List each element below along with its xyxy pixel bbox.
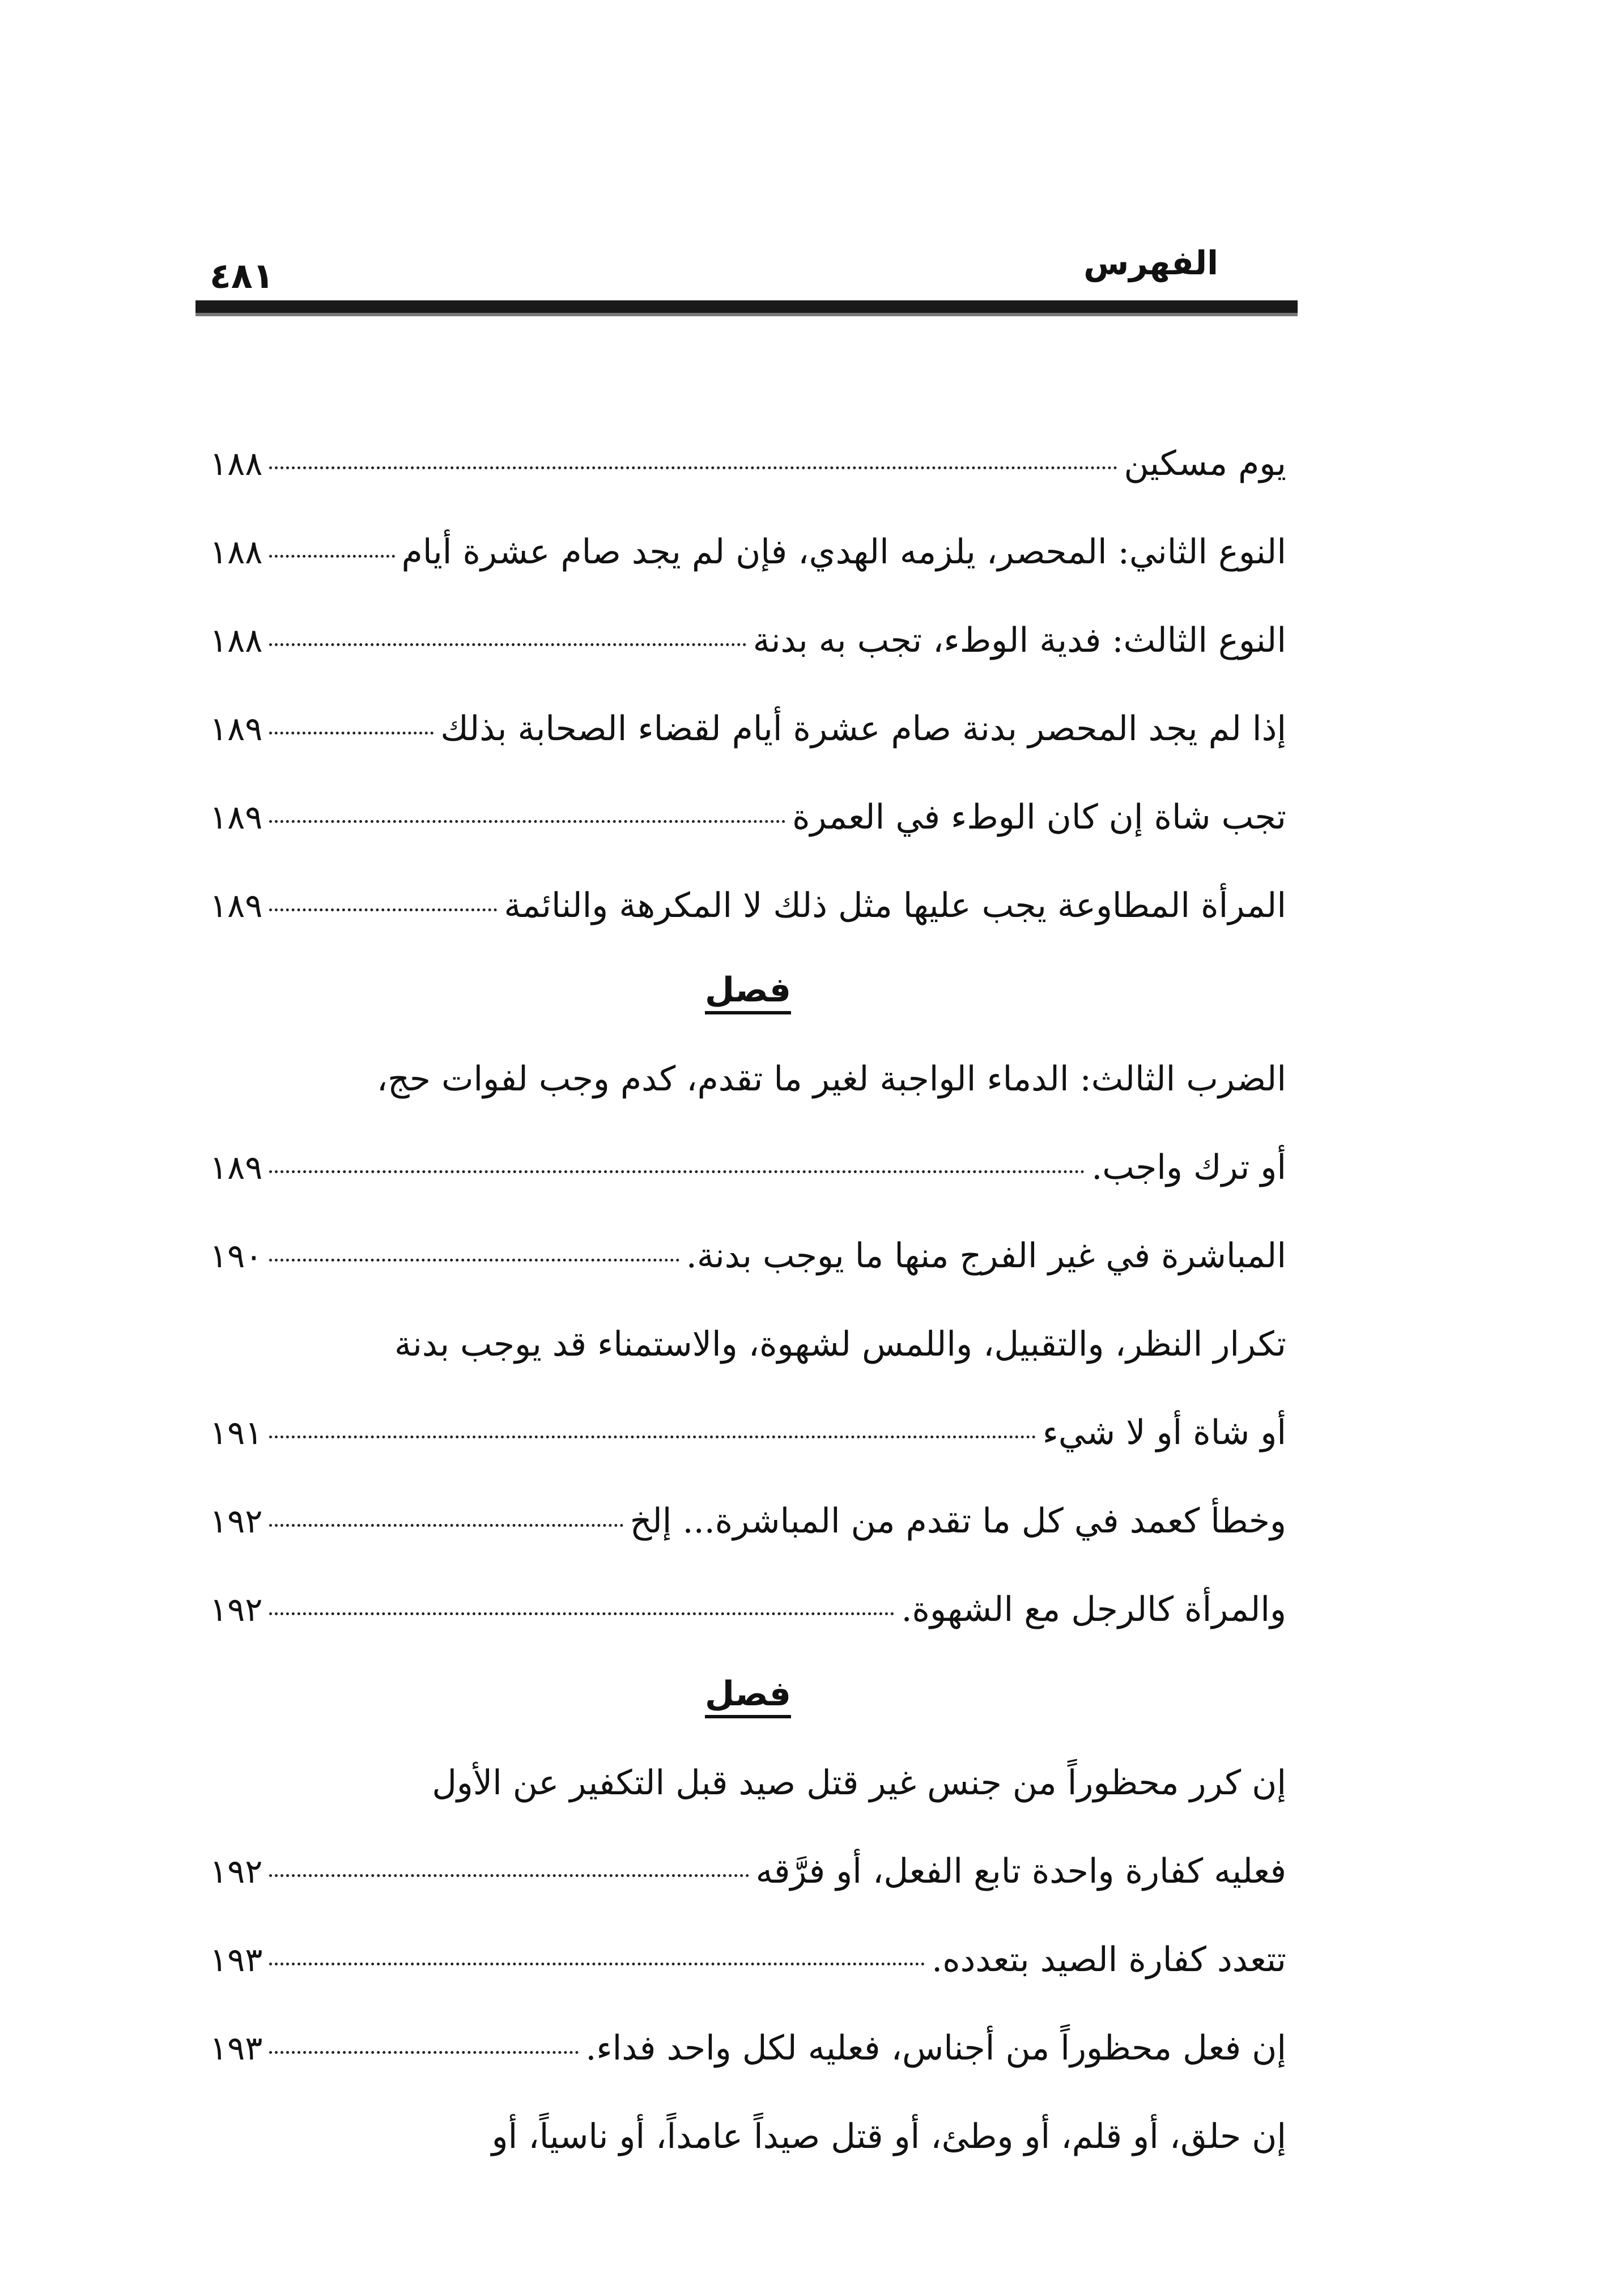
section-title: فصل xyxy=(705,970,791,1014)
index-entry xyxy=(210,773,1286,861)
index-entry xyxy=(210,2004,1286,2092)
leader-dots xyxy=(269,1170,1085,1173)
entry-page-number: ١٨٨ xyxy=(210,444,263,483)
index-entry xyxy=(210,861,1286,950)
entry-page-number: ١٩٢ xyxy=(210,1852,263,1891)
leader-dots xyxy=(269,1436,1035,1438)
entry-text: تجب شاة إن كان الوطء في العمرة xyxy=(792,797,1286,837)
index-entry xyxy=(210,1827,1286,1916)
leader-dots xyxy=(269,466,1117,469)
index-entry-continued xyxy=(210,1035,1286,1123)
index-entry xyxy=(210,596,1286,685)
entry-text: إن كرر محظوراً من جنس غير قتل صيد قبل التكفير عن الأول xyxy=(432,1763,1286,1803)
index-entry-continued xyxy=(210,2092,1286,2181)
section-heading xyxy=(210,950,1286,1035)
index-content xyxy=(210,419,1286,2181)
index-entry xyxy=(210,1123,1286,1212)
entry-text: النوع الثاني: المحصر، يلزمه الهدي، فإن لم يجد صام عشرة أيام xyxy=(401,532,1286,572)
entry-text: إذا لم يجد المحصر بدنة صام عشرة أيام لقضاء الصحابة بذلك xyxy=(440,709,1286,749)
entry-page-number: ١٩٢ xyxy=(210,1590,263,1629)
header-title: الفهرس xyxy=(1083,244,1218,282)
entry-page-number: ١٨٩ xyxy=(210,710,263,748)
leader-dots xyxy=(269,2051,579,2054)
section-heading xyxy=(210,1654,1286,1739)
entry-text: وخطأ كعمد في كل ما تقدم من المباشرة... إلخ xyxy=(630,1501,1286,1541)
index-entry xyxy=(210,1212,1286,1300)
entry-text: أو ترك واجب. xyxy=(1091,1148,1286,1187)
index-entry xyxy=(210,508,1286,596)
index-entry xyxy=(210,1477,1286,1565)
entry-page-number: ١٩٣ xyxy=(210,2029,263,2067)
entry-text: إن فعل محظوراً من أجناس، فعليه لكل واحد فداء. xyxy=(585,2028,1286,2068)
entry-page-number: ١٩١ xyxy=(210,1413,263,1452)
header-rule xyxy=(195,300,1298,316)
entry-text: المرأة المطاوعة يجب عليها مثل ذلك لا المكرهة والنائمة xyxy=(504,886,1286,925)
entry-page-number: ١٨٨ xyxy=(210,621,263,660)
entry-text: أو شاة أو لا شيء xyxy=(1042,1413,1286,1453)
entry-text: المباشرة في غير الفرج منها ما يوجب بدنة. xyxy=(686,1236,1286,1276)
index-entry xyxy=(210,419,1286,508)
running-header xyxy=(198,238,1298,300)
entry-page-number: ١٩٢ xyxy=(210,1502,263,1540)
entry-page-number: ١٨٨ xyxy=(210,533,263,571)
index-entry xyxy=(210,1388,1286,1477)
leader-dots xyxy=(269,1524,623,1527)
index-entry-continued xyxy=(210,1300,1286,1388)
entry-text: الضرب الثالث: الدماء الواجبة لغير ما تقدم، كدم وجب لفوات حج، xyxy=(376,1059,1286,1099)
entry-text: النوع الثالث: فدية الوطء، تجب به بدنة xyxy=(753,621,1286,660)
index-entry-continued xyxy=(210,1739,1286,1827)
entry-text: يوم مسكين xyxy=(1124,444,1286,483)
entry-text: تتعدد كفارة الصيد بتعدده. xyxy=(932,1940,1286,1980)
section-title: فصل xyxy=(705,1674,791,1718)
leader-dots xyxy=(269,643,746,646)
index-entry xyxy=(210,685,1286,773)
entry-page-number: ١٨٩ xyxy=(210,798,263,836)
leader-dots xyxy=(269,1963,925,1965)
entry-text: فعليه كفارة واحدة تابع الفعل، أو فرَّقه xyxy=(755,1852,1286,1891)
leader-dots xyxy=(269,732,433,734)
leader-dots xyxy=(269,555,394,558)
entry-page-number: ١٨٩ xyxy=(210,1148,263,1187)
leader-dots xyxy=(269,1874,749,1877)
index-entry xyxy=(210,1916,1286,2004)
entry-page-number: ١٩٠ xyxy=(210,1237,263,1275)
page-number: ٤٨١ xyxy=(210,255,274,296)
entry-text: تكرار النظر، والتقبيل، واللمس لشهوة، والاستمناء قد يوجب بدنة xyxy=(394,1324,1286,1364)
leader-dots xyxy=(269,820,785,823)
entry-text: إن حلق، أو قلم، أو وطئ، أو قتل صيداً عامداً، أو ناسياً، أو xyxy=(491,2117,1286,2156)
entry-page-number: ١٨٩ xyxy=(210,886,263,925)
leader-dots xyxy=(269,1612,894,1615)
leader-dots xyxy=(269,1259,679,1262)
entry-text: والمرأة كالرجل مع الشهوة. xyxy=(901,1590,1286,1629)
entry-page-number: ١٩٣ xyxy=(210,1940,263,1979)
index-entry xyxy=(210,1565,1286,1654)
leader-dots xyxy=(269,908,497,911)
